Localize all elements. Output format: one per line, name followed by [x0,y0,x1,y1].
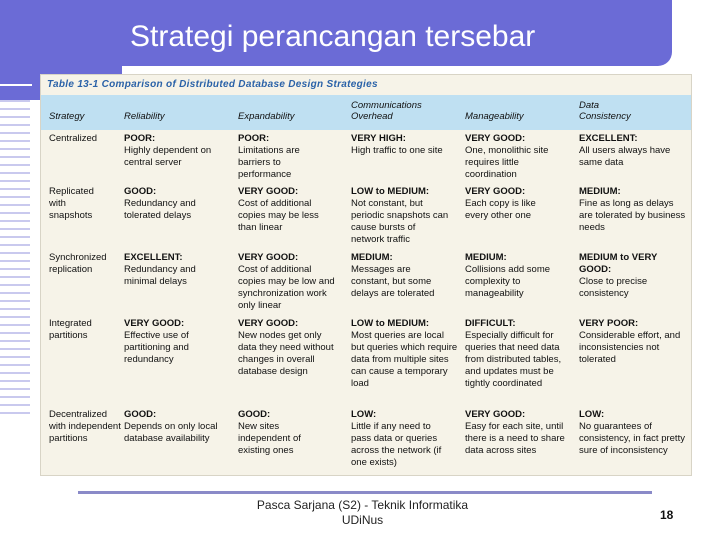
table-cell: LOW: No guarantees of consistency, in fact pretty sure of inconsistency [579,409,685,456]
table-cell: VERY GOOD: Easy for each site, until there is a need to share data across sites [465,409,565,456]
row-strategy-centralized: Centralized [49,133,98,144]
table-cell: VERY POOR: Considerable effort, and inconsistencies not tolerated [579,318,681,365]
table-cell: MEDIUM: Fine as long as delays are tolerated by business needs [579,186,686,233]
row-strategy-integrated: Integrated partitions [49,318,92,341]
table-cell: LOW to MEDIUM: Not constant, but periodic snapshots can cause bursts of network traffic [351,186,449,245]
table-cell: GOOD: Depends on only local database availability [124,409,218,444]
header-stripe [0,84,32,86]
table-cell: VERY GOOD: Each copy is like every other one [465,186,536,221]
table-cell: LOW: Little if any need to pass data or queries across the network (if one exists) [351,409,442,468]
row-strategy-replicated: Replicated with snapshots [49,186,94,221]
footer-text [200,498,525,528]
table-cell: MEDIUM: Messages are constant, but some delays are tolerated [351,252,435,299]
slide-title: Strategi perancangan tersebar [130,20,536,53]
table-cell: LOW to MEDIUM: Most queries are local but queries which require data from multiple sites can cause a temporary load [351,318,458,389]
table-cell: VERY GOOD: New nodes get only data they need without changes in overall database design [238,318,334,377]
header-communications-overhead: Communications Overhead [351,100,422,122]
footer-line-1: Pasca Sarjana (S2) - Teknik Informatika [256,498,469,512]
table-caption: Table 13-1 Comparison of Distributed Database Design Strategies [47,79,378,90]
table-cell: MEDIUM to VERY GOOD: Close to precise consistency [579,252,658,299]
table-cell: DIFFICULT: Especially difficult for queries that need data from distributed tables, and updates must be tightly coordinated [465,318,562,389]
page-number: 18 [660,508,674,522]
footer-line-2: UDiNus [341,513,384,527]
table-cell: EXCELLENT: Redundancy and minimal delays [124,252,196,287]
table-cell: POOR: Limitations are barriers to performance [238,133,300,180]
table-cell: GOOD: Redundancy and tolerated delays [124,186,196,221]
table-cell: VERY GOOD: Cost of additional copies may be low and synchronization work only linear [238,252,335,311]
table-cell: MEDIUM: Collisions add some complexity to manageability [465,252,551,299]
table-cell: VERY GOOD: One, monolithic site requires little coordination [465,133,549,180]
header-data-consistency: Data Consistency [579,100,631,122]
header-reliability: Reliability [124,111,165,122]
table-cell: VERY GOOD: Cost of additional copies may be less than linear [238,186,319,233]
row-strategy-synchronized: Synchronized replication [49,252,107,275]
header-manageability: Manageability [465,111,524,122]
row-strategy-decentralized: Decentralized with independent partitions [49,409,121,444]
header-strategy: Strategy [49,111,85,122]
comparison-table [40,74,692,476]
footer-divider [78,491,652,494]
table-cell: POOR: Highly dependent on central server [124,133,212,168]
table-cell: VERY HIGH: High traffic to one site [351,133,443,156]
table-cell: EXCELLENT: All users always have same data [579,133,671,168]
table-cell: VERY GOOD: Effective use of partitioning and redundancy [124,318,189,365]
header-expandability: Expandability [238,111,295,122]
table-cell: GOOD: New sites independent of existing ones [238,409,301,456]
side-decoration [0,100,30,440]
